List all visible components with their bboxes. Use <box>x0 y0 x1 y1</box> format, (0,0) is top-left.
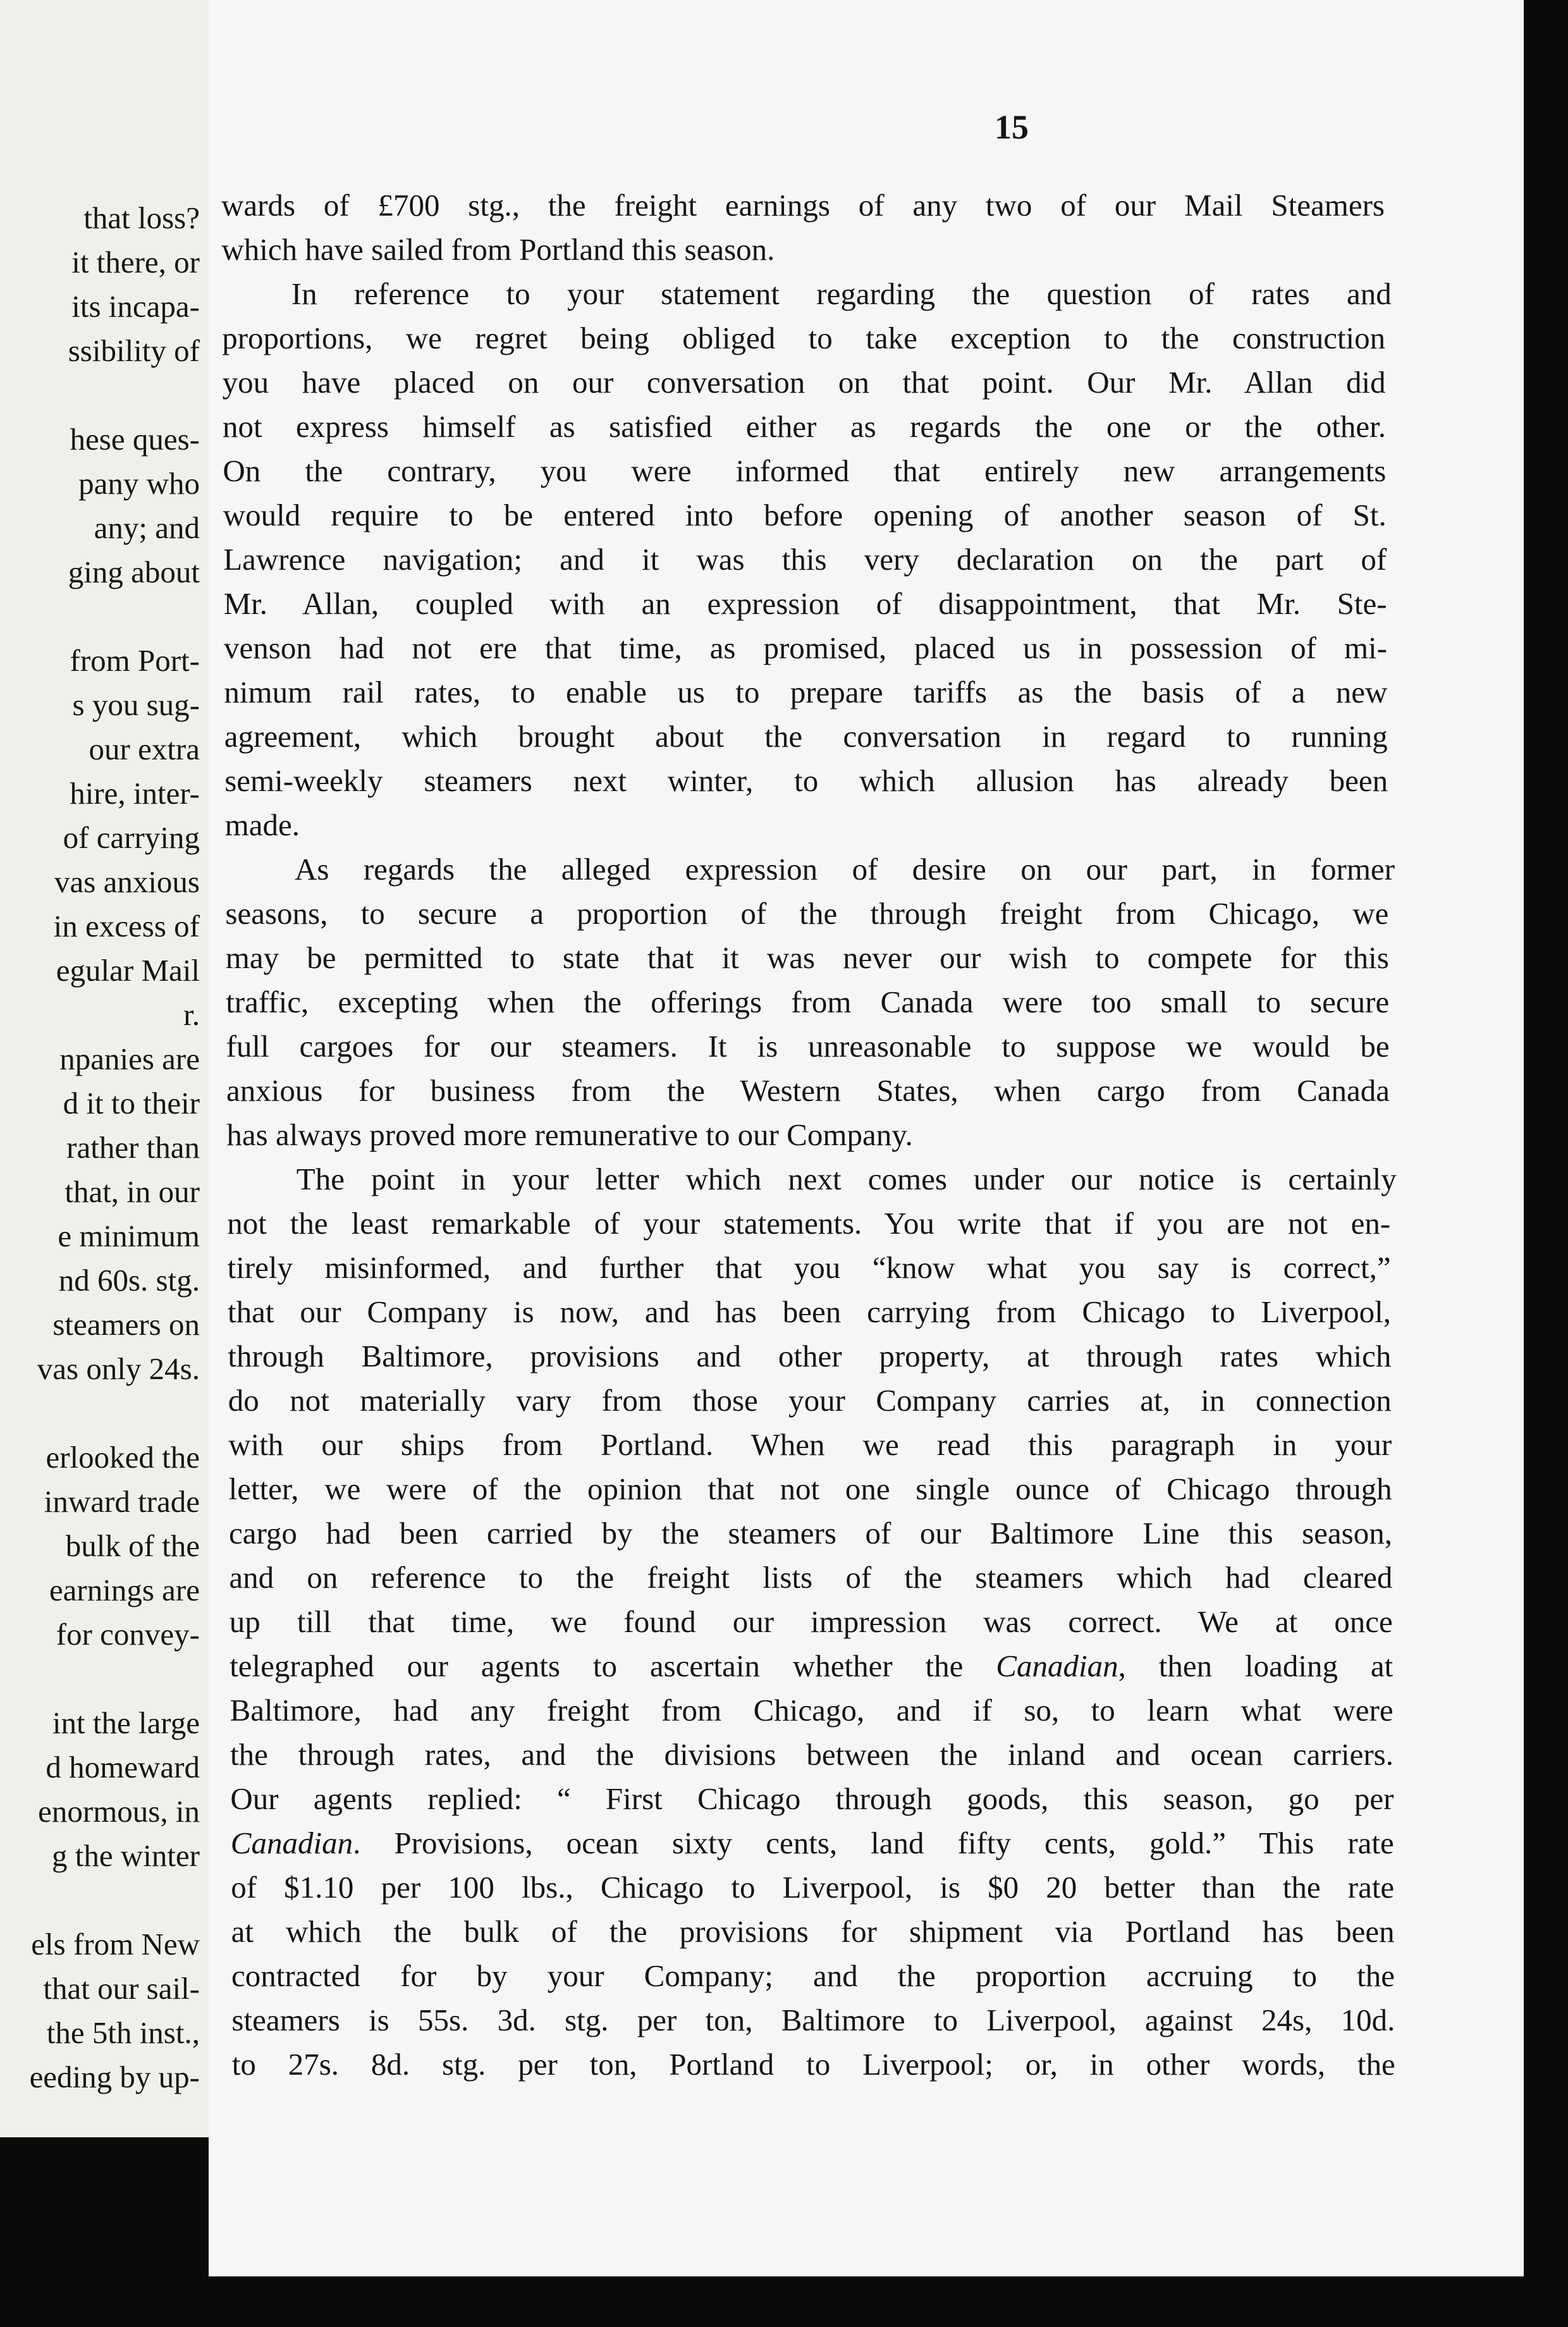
text-line: not the least remarkable of your statements. You write that if you are not en- <box>227 1206 1391 1241</box>
text-line: nimum rail rates, to enable us to prepare tariffs as the basis of a new <box>224 675 1388 709</box>
text-line: do not materially vary from those your Company carries at, in connection <box>228 1383 1392 1418</box>
facing-page-line: eeding by up- <box>29 2060 200 2094</box>
facing-page-line: int the large <box>52 1705 200 1740</box>
facing-page-line: ging about <box>68 555 200 589</box>
text-line: the through rates, and the divisions between the inland and ocean carriers. <box>230 1737 1393 1772</box>
facing-page-line: ssibility of <box>68 333 200 368</box>
text-line: contracted for by your Company; and the proportion accruing to the <box>231 1958 1395 1993</box>
text-line: Mr. Allan, coupled with an expression of disappointment, that Mr. Ste- <box>223 586 1387 621</box>
facing-page-line: enormous, in <box>38 1794 200 1829</box>
text-line: and on reference to the freight lists of the steamers which had cleared <box>229 1560 1393 1595</box>
text-line: semi-weekly steamers next winter, to which allusion has already been <box>224 763 1388 798</box>
text-line: which have sailed from Portland this season. <box>221 232 775 267</box>
facing-page-line: of carrying <box>63 820 200 855</box>
facing-page-line: erlooked the <box>46 1440 200 1475</box>
text-line: not express himself as satisfied either as regards the one or the other. <box>223 409 1386 444</box>
text-line: tirely misinformed, and further that you “know what you say is correct,” <box>227 1250 1391 1285</box>
text-line: letter, we were of the opinion that not one single ounce of Chicago through <box>228 1471 1392 1506</box>
facing-page-line: inward trade <box>44 1484 200 1519</box>
text-line: has always proved more remunerative to our Company. <box>226 1117 913 1152</box>
facing-page-line: egular Mail <box>56 953 200 988</box>
page-number: 15 <box>995 108 1029 146</box>
text-line: may be permitted to state that it was never our wish to compete for this <box>225 940 1389 975</box>
text-line: with our ships from Portland. When we read this paragraph in your <box>228 1427 1392 1462</box>
facing-page-line: that, in our <box>64 1174 200 1209</box>
text-line: agreement, which brought about the conversation in regard to running <box>224 719 1388 754</box>
facing-page-line: els from New <box>31 1927 200 1962</box>
facing-page-line: any; and <box>94 510 200 545</box>
text-line: wards of £700 stg., the freight earnings of any two of our Mail Steamers <box>221 188 1385 223</box>
facing-page-line: earnings are <box>49 1573 200 1607</box>
facing-page-line: for convey- <box>56 1617 200 1652</box>
text-line: Lawrence navigation; and it was this very declaration on the part of <box>223 542 1387 577</box>
text-line: In reference to your statement regarding the question of rates and <box>291 276 1392 311</box>
text-line: would require to be entered into before opening of another season of St. <box>223 498 1387 532</box>
facing-page-line: rather than <box>66 1130 200 1165</box>
facing-page-line: nd 60s. stg. <box>58 1263 200 1298</box>
main-page <box>209 0 1524 2276</box>
facing-page-line: steamers on <box>52 1307 200 1342</box>
text-line: cargo had been carried by the steamers of our Baltimore Line this season, <box>229 1516 1392 1550</box>
text-line: to 27s. 8d. stg. per ton, Portland to Liverpool; or, in other words, the <box>231 2047 1395 2082</box>
text-line: proportions, we regret being obliged to take exception to the construction <box>222 321 1386 355</box>
text-line: at which the bulk of the provisions for shipment via Portland has been <box>231 1914 1395 1949</box>
text-line: full cargoes for our steamers. It is unreasonable to suppose we would be <box>226 1029 1390 1064</box>
facing-page-line: that our sail- <box>43 1971 200 2006</box>
facing-page-line: from Port- <box>70 643 200 678</box>
facing-page-line: g the winter <box>51 1838 200 1873</box>
text-line: The point in your letter which next comes under our notice is certainly <box>296 1162 1397 1196</box>
facing-page-line: npanies are <box>59 1041 200 1076</box>
facing-page-line: our extra <box>89 732 200 766</box>
text-line: anxious for business from the Western States, when cargo from Canada <box>226 1073 1390 1108</box>
facing-page-line: hire, inter- <box>70 776 200 811</box>
text-line: Baltimore, had any freight from Chicago, and if so, to learn what were <box>230 1693 1393 1728</box>
text-line: telegraphed our agents to ascertain whether the Canadian, then loading at <box>230 1649 1393 1683</box>
facing-page-line: s you sug- <box>72 687 200 722</box>
text-line: As regards the alleged expression of desire on our part, in former <box>295 852 1395 887</box>
facing-page-line: vas only 24s. <box>37 1351 200 1386</box>
facing-page-line: d it to their <box>63 1086 200 1121</box>
facing-page-line: r. <box>183 997 200 1032</box>
text-line: seasons, to secure a proportion of the through freight from Chicago, we <box>225 896 1389 931</box>
text-line: Our agents replied: “ First Chicago through goods, this season, go per <box>230 1781 1394 1816</box>
facing-page-line: that loss? <box>83 200 200 235</box>
facing-page-line: it there, or <box>71 245 200 279</box>
facing-page-line: vas anxious <box>54 864 200 899</box>
text-line: up till that time, we found our impression was correct. We at once <box>229 1604 1393 1639</box>
facing-page-line: pany who <box>78 466 200 501</box>
facing-page-line: hese ques- <box>70 422 200 457</box>
text-line: steamers is 55s. 3d. stg. per ton, Baltimore to Liverpool, against 24s, 10d. <box>231 2003 1395 2037</box>
text-line: Canadian. Provisions, ocean sixty cents, land fifty cents, gold.” This rate <box>230 1826 1394 1860</box>
facing-page-line: its incapa- <box>71 289 200 324</box>
text-line: On the contrary, you were informed that entirely new arrangements <box>223 453 1387 488</box>
facing-page-line: in excess of <box>53 909 200 943</box>
text-line: made. <box>224 807 300 842</box>
facing-page-line: bulk of the <box>65 1528 200 1563</box>
text-line: you have placed on our conversation on that point. Our Mr. Allan did <box>222 365 1386 400</box>
text-line: venson had not ere that time, as promised, placed us in possession of mi- <box>224 630 1387 665</box>
text-line: through Baltimore, provisions and other property, at through rates which <box>228 1339 1392 1373</box>
text-line: of $1.10 per 100 lbs., Chicago to Liverpool, is $0 20 better than the rate <box>231 1870 1395 1905</box>
facing-page-line: d homeward <box>46 1750 200 1784</box>
text-line: traffic, excepting when the offerings from Canada were too small to secure <box>226 985 1390 1019</box>
facing-page-line: the 5th inst., <box>46 2015 200 2050</box>
facing-page-fragment <box>0 0 215 2137</box>
facing-page-line: e minimum <box>58 1219 200 1253</box>
text-line: that our Company is now, and has been carrying from Chicago to Liverpool, <box>228 1294 1391 1329</box>
